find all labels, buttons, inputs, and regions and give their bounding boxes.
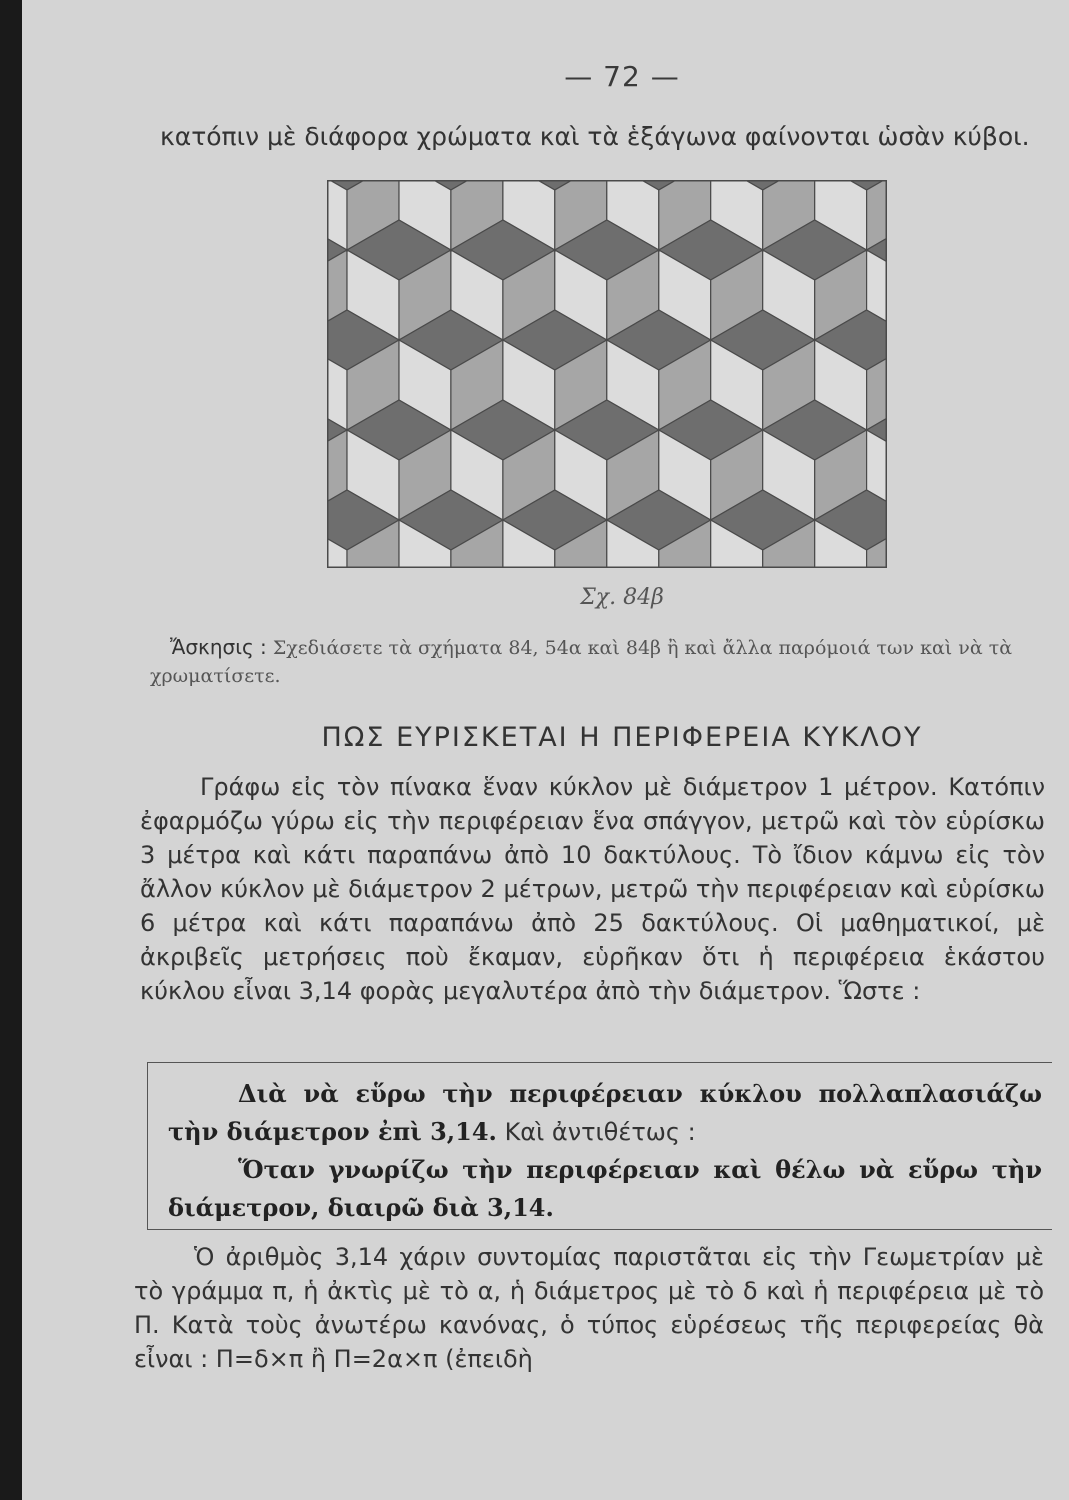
exercise-label: Ἄσκησις : [170,635,267,659]
book-page [22,0,1069,1500]
rule-paragraph [168,1075,1042,1151]
cube-pattern-figure [327,180,887,568]
cube-pattern-svg [327,180,887,568]
figure-caption: Σχ. 84β [580,585,664,610]
body-paragraph [140,770,1045,1008]
final-paragraph [134,1240,1044,1376]
exercise-text: Σχεδιάσετε τὰ σχήματα 84, 54α καὶ 84β ἢ καὶ ἄλλα παρόμοιά των καὶ νὰ τὰ χρωματίσετε. [150,637,1013,687]
page-number: — 72 — [564,60,680,93]
rule-2: Ὅταν γνωρίζω τὴν περιφέρειαν καὶ θέλω νὰ εὕρω τὴν διάμετρον, διαιρῶ διὰ 3,14. [168,1155,1042,1222]
rule-box [147,1062,1052,1230]
rule-1: Διὰ νὰ εὕρω τὴν περιφέρειαν κύκλου πολλαπλασιάζω τὴν διάμετρον ἐπὶ 3,14. [168,1079,1042,1146]
intro-line: κατόπιν μὲ διάφορα χρώματα καὶ τὰ ἑξάγωνα φαίνονται ὡσὰν κύβοι. [160,122,1030,151]
paragraph-2: Ὁ ἀριθμὸς 3,14 χάριν συντομίας παριστᾶται εἰς τὴν Γεωμετρίαν μὲ τὸ γράμμα π, ἡ ἀκτὶς μὲ τὸ α, ἡ διάμετρος μὲ τὸ δ καὶ ἡ περιφέρεια μὲ τὸ Π. Κατὰ τοὺς ἀνωτέρω κανόνας, ὁ τύπος εὑρέσεως τῆς περιφερείας θὰ εἶναι : Π=δ×π ἢ Π=2α×π (ἐπειδὴ [134,1243,1044,1373]
rule-paragraph-2 [168,1151,1042,1227]
paragraph-1: Γράφω εἰς τὸν πίνακα ἕναν κύκλον μὲ διάμετρον 1 μέτρον. Κατόπιν ἐφαρμόζω γύρω εἰς τὴν περιφέρειαν ἕνα σπάγγον, μετρῶ καὶ τὸν εὑρίσκω 3 μέτρα καὶ κάτι παραπάνω ἀπὸ 10 δακτύλους. Τὸ ἴδιον κάμνω εἰς τὸν ἄλλον κύκλον μὲ διάμετρον 2 μέτρων, μετρῶ τὴν περιφέρειαν καὶ εὑρίσκω 6 μέτρα καὶ κάτι παραπάνω ἀπὸ 25 δακτύλους. Οἱ μαθηματικοί, μὲ ἀκριβεῖς μετρήσεις ποὺ ἔκαμαν, εὑρῆκαν ὅτι ἡ περιφέρεια ἑκάστου κύκλου εἶναι 3,14 φορὰς μεγαλυτέρα ἀπὸ τὴν διάμετρον. Ὥστε : [140,773,1045,1005]
section-heading: ΠΩΣ ΕΥΡΙΣΚΕΤΑΙ Η ΠΕΡΙΦΕΡΕΙΑ ΚΥΚΛΟΥ [321,722,923,753]
exercise-block [150,633,1050,690]
rule-connector: Καὶ ἀντιθέτως : [504,1118,696,1146]
